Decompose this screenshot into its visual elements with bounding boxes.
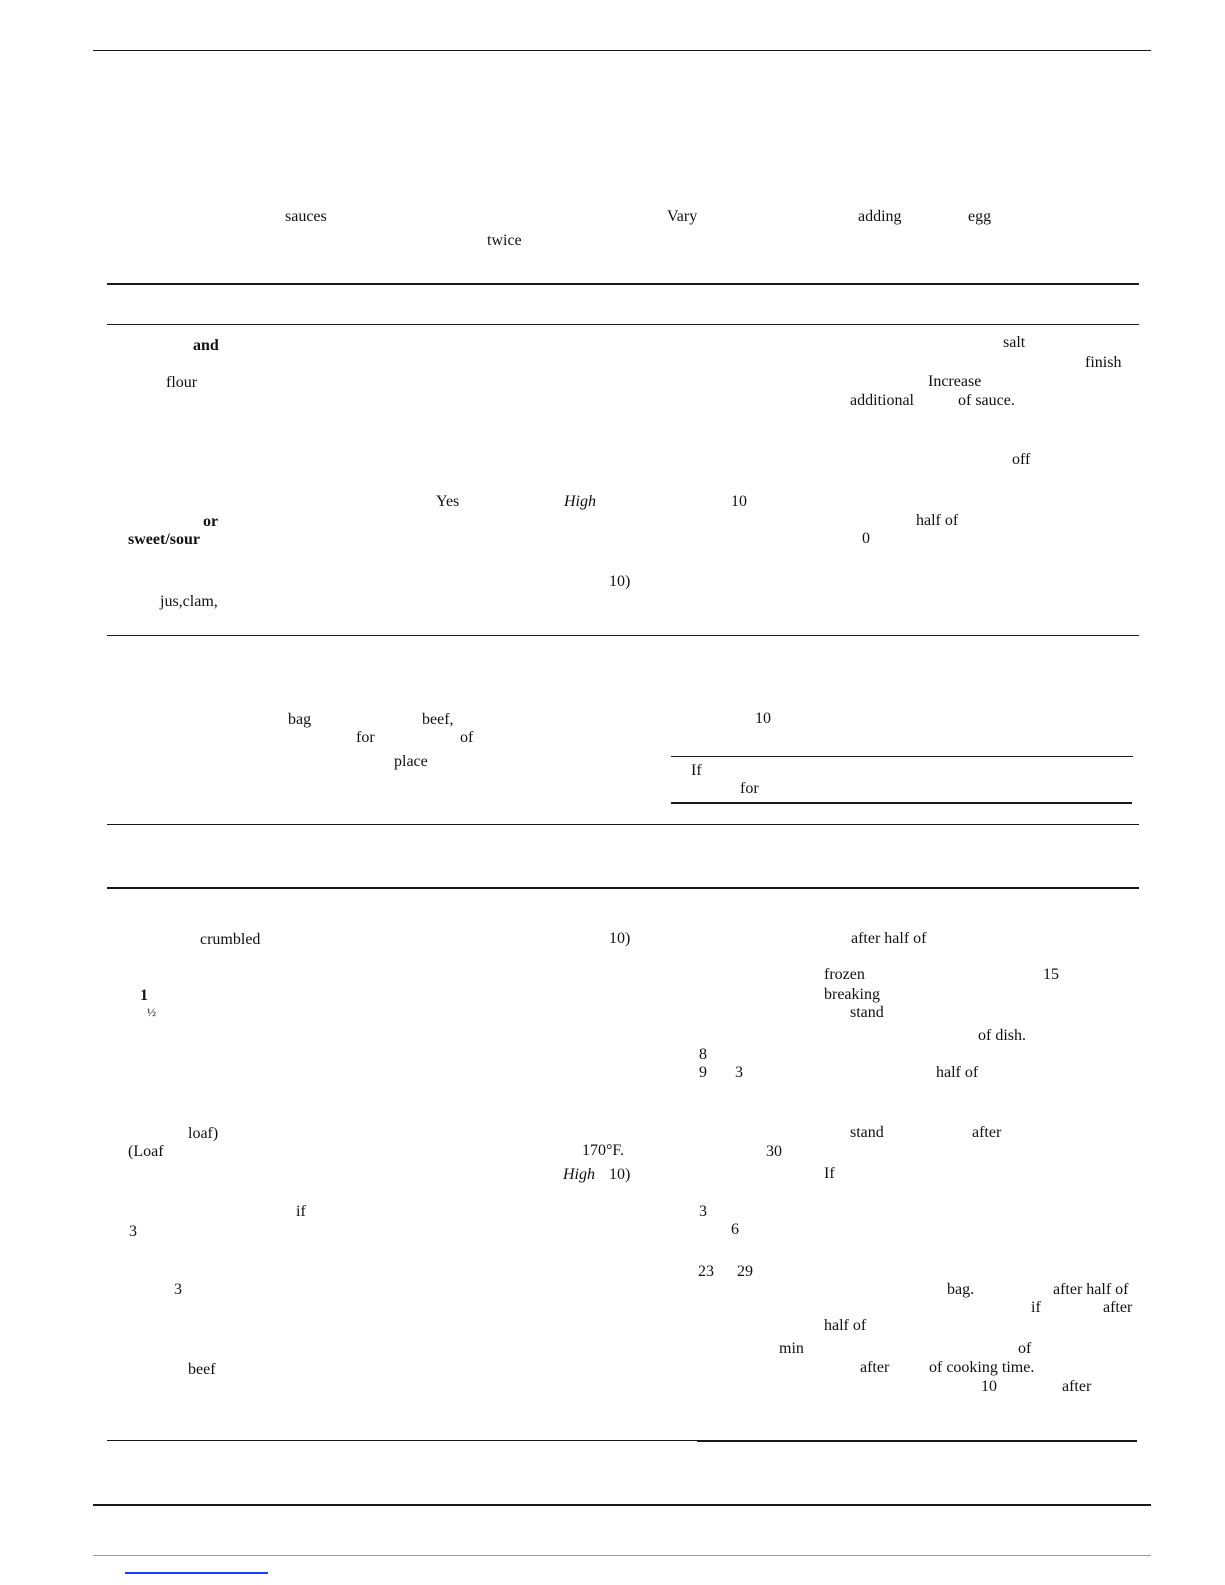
sauces-sweet-sour: sweet/sour [128, 531, 200, 548]
gb-if: if [296, 1203, 306, 1220]
gb-r-three: 3 [735, 1064, 743, 1081]
bag-place: place [394, 753, 428, 770]
note-box-top-rule [671, 756, 1133, 757]
sauces-salt: salt [1003, 334, 1026, 351]
section-rule-6-left [107, 1440, 697, 1441]
bag-of: of [460, 729, 474, 746]
bag-ten: 10 [755, 710, 771, 727]
gb-ten-paren-2: 10) [609, 1166, 631, 1183]
gb-half: ½ [147, 1005, 156, 1019]
gb-r-after-2: after [1103, 1299, 1133, 1316]
page-top-rule [93, 50, 1151, 51]
gb-high: High [563, 1166, 595, 1183]
gb-beef: beef [188, 1361, 216, 1378]
gb-three-b: 3 [174, 1281, 182, 1298]
gb-r-stand-2: stand [850, 1124, 884, 1141]
gb-r-eight: 8 [699, 1046, 707, 1063]
gb-crumbled: crumbled [200, 931, 261, 948]
sauces-yes: Yes [436, 493, 460, 510]
gb-three: 3 [129, 1223, 137, 1240]
gb-r-six: 6 [731, 1221, 739, 1238]
intro-vary: Vary [667, 208, 698, 225]
gb-r-half-of-2: half of [824, 1317, 867, 1334]
bag-beef: beef, [422, 711, 454, 728]
intro-egg: egg [968, 208, 992, 225]
sauces-ten: 10 [731, 493, 747, 510]
gb-r-frozen: frozen [824, 966, 865, 983]
gb-loaf: loaf) [188, 1125, 219, 1142]
gb-r-twentynine: 29 [737, 1263, 753, 1280]
sauces-flour: flour [166, 374, 198, 391]
note-for: for [740, 780, 759, 797]
sauces-half-of: half of [916, 512, 959, 529]
gb-r-three-b: 3 [699, 1203, 707, 1220]
intro-adding: adding [858, 208, 902, 225]
sauces-off: off [1012, 451, 1031, 468]
gb-r-if: If [824, 1165, 835, 1182]
gb-r-after-3: after [860, 1359, 890, 1376]
gb-r-after-4: after [1062, 1378, 1092, 1395]
gb-r-after-half-of-2: after half of [1053, 1281, 1129, 1298]
section-rule-1 [107, 283, 1139, 285]
gb-r-nine: 9 [699, 1064, 707, 1081]
footer-link-underline[interactable] [125, 1572, 268, 1574]
gb-r-if-2: if [1031, 1299, 1041, 1316]
sauces-finish: finish [1085, 354, 1122, 371]
gb-r-stand: stand [850, 1004, 884, 1021]
section-rule-5 [107, 887, 1139, 889]
gb-r-breaking: breaking [824, 986, 880, 1003]
gb-one: 1 [140, 987, 148, 1004]
sauces-and: and [193, 337, 219, 354]
sauces-jus-clam: jus,clam, [160, 593, 218, 610]
sauces-high: High [564, 493, 596, 510]
intro-sauces: sauces [285, 208, 327, 225]
note-if: If [691, 762, 702, 779]
sauces-ten-paren: 10) [609, 573, 631, 590]
gb-r-ten: 10 [981, 1378, 997, 1395]
gb-temp: 170°F. [582, 1142, 625, 1159]
gb-r-half-of: half of [936, 1064, 979, 1081]
gb-r-after: after [972, 1124, 1002, 1141]
gb-r-after-half-of: after half of [851, 930, 927, 947]
gb-r-thirty: 30 [766, 1143, 782, 1160]
gb-r-twentythree: 23 [698, 1263, 714, 1280]
section-rule-6-right [697, 1440, 1137, 1442]
sauces-or: or [203, 513, 219, 530]
gb-r-of-dish: of dish. [978, 1027, 1026, 1044]
sauces-additional: additional [850, 392, 914, 409]
section-rule-3 [107, 635, 1139, 636]
gb-r-bag: bag. [947, 1281, 975, 1298]
gb-loaf-paren: (Loaf [128, 1143, 164, 1160]
footer-rule [93, 1555, 1151, 1556]
section-rule-2 [107, 324, 1139, 325]
gb-r-min: min [779, 1340, 804, 1357]
bag-bag: bag [288, 711, 312, 728]
note-box-bottom-rule [671, 802, 1132, 804]
page-bottom-rule [93, 1504, 1151, 1506]
gb-r-fifteen: 15 [1043, 966, 1059, 983]
sauces-of-sauce: of sauce. [958, 392, 1015, 409]
bag-for: for [356, 729, 375, 746]
gb-r-of-cooking-time: of cooking time. [929, 1359, 1035, 1376]
intro-twice: twice [487, 232, 522, 249]
sauces-zero: 0 [862, 530, 870, 547]
sauces-increase: Increase [928, 373, 982, 390]
gb-r-of: of [1018, 1340, 1032, 1357]
gb-ten-paren: 10) [609, 930, 631, 947]
section-rule-4 [107, 824, 1139, 825]
